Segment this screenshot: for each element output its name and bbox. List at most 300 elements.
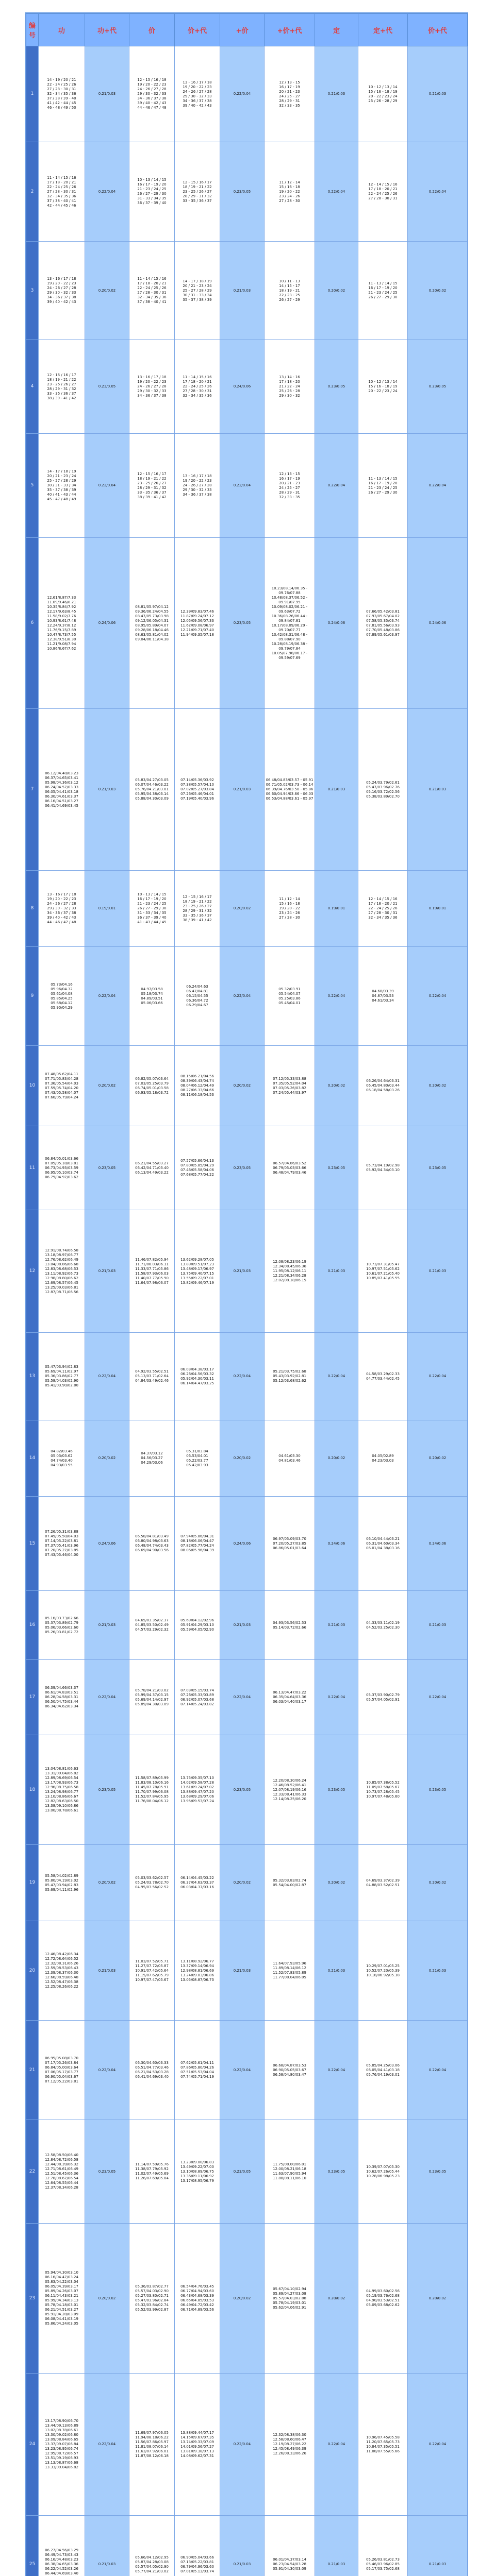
table-cell[interactable]	[358, 2021, 408, 2120]
table-cell[interactable]	[265, 242, 315, 340]
table-cell[interactable]	[39, 709, 85, 871]
cell-text: 0.21/0.03	[428, 787, 447, 791]
table-cell[interactable]	[408, 709, 468, 871]
table-cell[interactable]	[85, 2120, 129, 2224]
table-cell[interactable]	[265, 1333, 315, 1420]
table-cell[interactable]	[39, 538, 85, 709]
cell-text: 0.21/0.03	[327, 92, 345, 96]
table-cell[interactable]	[315, 1497, 358, 1591]
table-cell[interactable]	[315, 1921, 358, 2021]
table-cell[interactable]	[315, 142, 358, 242]
table-cell[interactable]	[265, 1126, 315, 1210]
table-cell[interactable]	[265, 1046, 315, 1126]
table-cell[interactable]	[358, 142, 408, 242]
table-cell[interactable]	[175, 1046, 220, 1126]
table-cell[interactable]	[358, 1660, 408, 1735]
table-cell[interactable]	[129, 46, 175, 142]
table-cell[interactable]	[408, 1497, 468, 1591]
table-cell[interactable]	[85, 2021, 129, 2120]
cell-text: 06.27/04.56/03.29 06.49/04.73/03.43 06.16/04.48/03.23 06.38/04.65/03.36 06.22/04.52/03.26 06.44/04.69/03.40	[45, 2548, 78, 2575]
table-cell[interactable]	[175, 2374, 220, 2516]
cell-text: 13 - 16 / 17 / 18 19 / 20 - 22 / 23 24 - 26 / 27 / 28 29 / 30 - 32 / 33 34 - 36 / 37 / 38	[137, 375, 167, 398]
table-cell[interactable]	[220, 1497, 265, 1591]
table-cell[interactable]	[220, 1420, 265, 1497]
table-cell[interactable]	[175, 242, 220, 340]
cell-text: 13.75/09.35/07.10 14.02/09.58/07.28 13.61/09.24/07.02 13.88/09.47/07.20 13.68/09.29/07.06 13.95/09.53/07.24	[180, 1776, 214, 1803]
table-cell[interactable]	[39, 46, 85, 142]
cell-text: 0.23/0.05	[98, 2169, 116, 2174]
cell-text: 06.84/05.01/03.66 07.05/05.18/03.81 06.73/04.93/03.59 06.95/05.10/03.74 06.79/04.97/03.62	[45, 1156, 78, 1179]
table-cell[interactable]	[220, 1046, 265, 1126]
table-cell[interactable]	[129, 1210, 175, 1333]
table-cell[interactable]	[85, 434, 129, 538]
row-number-cell[interactable]	[26, 2120, 39, 2224]
table-cell[interactable]	[220, 1210, 265, 1333]
column-header[interactable]: 功	[39, 14, 85, 46]
table-cell[interactable]	[315, 1735, 358, 1845]
cell-text: 05.24/03.79/02.61 05.47/03.96/02.76 05.16/03.72/02.56 05.38/03.89/02.70	[366, 780, 400, 799]
cell-text: 06.30/04.60/03.33 06.51/04.77/03.46 06.21/04.53/03.28 06.41/04.69/03.40	[135, 2061, 169, 2079]
table-cell[interactable]	[129, 1735, 175, 1845]
table-cell[interactable]	[129, 1333, 175, 1420]
column-header[interactable]: 定	[315, 14, 358, 46]
table-cell[interactable]	[358, 871, 408, 947]
table-cell[interactable]	[358, 1046, 408, 1126]
table-cell[interactable]	[85, 340, 129, 434]
table-cell[interactable]	[129, 1497, 175, 1591]
table-cell[interactable]	[408, 1210, 468, 1333]
table-cell[interactable]	[85, 1420, 129, 1497]
table-cell[interactable]	[315, 46, 358, 142]
table-cell[interactable]	[175, 1845, 220, 1921]
table-cell[interactable]	[408, 1126, 468, 1210]
cell-text: 3	[30, 287, 34, 293]
table-cell[interactable]	[408, 1845, 468, 1921]
table-cell[interactable]	[175, 538, 220, 709]
table-cell[interactable]	[358, 1921, 408, 2021]
row-number-cell[interactable]	[26, 1497, 39, 1591]
table-cell[interactable]	[265, 1210, 315, 1333]
table-cell[interactable]	[265, 1845, 315, 1921]
table-cell[interactable]	[129, 1046, 175, 1126]
cell-text: 0.22/0.04	[233, 2442, 251, 2446]
row-number-cell[interactable]	[26, 142, 39, 242]
table-cell[interactable]	[358, 1126, 408, 1210]
table-cell[interactable]	[175, 709, 220, 871]
table-cell[interactable]	[265, 1735, 315, 1845]
table-cell[interactable]	[175, 2224, 220, 2374]
row-number-cell[interactable]	[26, 1735, 39, 1845]
table-cell[interactable]	[129, 1845, 175, 1921]
table-cell[interactable]	[39, 2374, 85, 2516]
table-cell[interactable]	[315, 2374, 358, 2516]
table-cell[interactable]	[408, 340, 468, 434]
cell-text: 07.57/05.66/04.13 07.80/05.85/04.29 07.46/05.58/04.06 07.68/05.77/04.22	[180, 1159, 214, 1177]
table-cell[interactable]	[85, 1845, 129, 1921]
table-cell[interactable]	[85, 2516, 129, 2576]
column-header[interactable]: +价	[220, 14, 265, 46]
column-header[interactable]: 价+代	[408, 14, 468, 46]
table-cell[interactable]	[129, 2120, 175, 2224]
table-cell[interactable]	[85, 1497, 129, 1591]
column-header[interactable]: +价+代	[265, 14, 315, 46]
table-row	[26, 1126, 468, 1210]
cell-text: 0.22/0.04	[98, 483, 116, 487]
table-cell[interactable]	[175, 947, 220, 1046]
table-row	[26, 242, 468, 340]
table-cell[interactable]	[175, 340, 220, 434]
table-cell[interactable]	[408, 2120, 468, 2224]
table-cell[interactable]	[175, 2021, 220, 2120]
row-number-cell[interactable]	[26, 242, 39, 340]
table-cell[interactable]	[85, 1126, 129, 1210]
row-number-cell[interactable]	[26, 2516, 39, 2576]
row-number-cell[interactable]	[26, 709, 39, 871]
table-cell[interactable]	[358, 2374, 408, 2516]
table-cell[interactable]	[129, 2021, 175, 2120]
table-cell[interactable]	[315, 1660, 358, 1735]
table-cell[interactable]	[129, 340, 175, 434]
table-cell[interactable]	[129, 1660, 175, 1735]
table-cell[interactable]	[358, 242, 408, 340]
table-cell[interactable]	[129, 2374, 175, 2516]
table-cell[interactable]	[175, 1921, 220, 2021]
table-cell[interactable]	[265, 947, 315, 1046]
table-cell[interactable]	[39, 1921, 85, 2021]
row-number-cell[interactable]	[26, 2021, 39, 2120]
table-cell[interactable]	[85, 46, 129, 142]
table-cell[interactable]	[85, 1921, 129, 2021]
table-cell[interactable]	[129, 434, 175, 538]
cell-text: 0.20/0.02	[327, 2296, 345, 2300]
row-number-cell[interactable]	[26, 1210, 39, 1333]
table-cell[interactable]	[175, 1210, 220, 1333]
table-cell[interactable]	[220, 242, 265, 340]
table-cell[interactable]	[85, 1333, 129, 1420]
table-cell[interactable]	[220, 2374, 265, 2516]
table-cell[interactable]	[265, 538, 315, 709]
table-cell[interactable]	[408, 1660, 468, 1735]
row-number-cell[interactable]	[26, 1845, 39, 1921]
table-cell[interactable]	[358, 947, 408, 1046]
table-cell[interactable]	[175, 1660, 220, 1735]
table-cell[interactable]	[358, 2516, 408, 2576]
cell-text: 0.22/0.04	[327, 2067, 345, 2072]
table-cell[interactable]	[408, 538, 468, 709]
table-cell[interactable]	[358, 1210, 408, 1333]
cell-text: 0.20/0.02	[327, 1083, 345, 1088]
table-cell[interactable]	[220, 1845, 265, 1921]
cell-text: 12 - 14 / 15 / 16 17 / 18 - 20 / 21 22 - 24 / 25 / 26 27 / 28 - 30 / 31	[368, 182, 398, 200]
table-cell[interactable]	[315, 1845, 358, 1921]
table-cell[interactable]	[175, 1333, 220, 1420]
table-cell[interactable]	[265, 1497, 315, 1591]
column-header[interactable]: 编号	[26, 14, 39, 46]
table-cell[interactable]	[175, 1735, 220, 1845]
table-cell[interactable]	[175, 142, 220, 242]
cell-text: 04.58/03.29/02.33 04.77/03.44/02.45	[366, 1371, 400, 1381]
table-cell[interactable]	[39, 434, 85, 538]
table-cell[interactable]	[265, 2224, 315, 2374]
table-cell[interactable]	[315, 1420, 358, 1497]
table-cell[interactable]	[315, 947, 358, 1046]
table-cell[interactable]	[358, 434, 408, 538]
table-cell[interactable]	[408, 46, 468, 142]
table-cell[interactable]	[175, 46, 220, 142]
cell-text: 24	[29, 2442, 36, 2447]
table-cell[interactable]	[265, 142, 315, 242]
table-row	[26, 1210, 468, 1333]
row-number-cell[interactable]	[26, 1591, 39, 1660]
row-number-cell[interactable]	[26, 434, 39, 538]
table-cell[interactable]	[408, 2021, 468, 2120]
table-cell[interactable]	[175, 1591, 220, 1660]
table-cell[interactable]	[315, 340, 358, 434]
table-cell[interactable]	[39, 2516, 85, 2576]
table-cell[interactable]	[85, 1210, 129, 1333]
table-cell[interactable]	[408, 947, 468, 1046]
column-header[interactable]: 价+代	[175, 14, 220, 46]
row-number-cell[interactable]	[26, 340, 39, 434]
row-number-cell[interactable]	[26, 2374, 39, 2516]
table-cell[interactable]	[85, 947, 129, 1046]
table-cell[interactable]	[85, 1046, 129, 1126]
table-cell[interactable]	[408, 2224, 468, 2374]
table-cell[interactable]	[358, 1591, 408, 1660]
table-cell[interactable]	[39, 1420, 85, 1497]
column-header[interactable]: 功+代	[85, 14, 129, 46]
table-cell[interactable]	[220, 142, 265, 242]
table-cell[interactable]	[85, 2224, 129, 2374]
table-cell[interactable]	[265, 2120, 315, 2224]
table-cell[interactable]	[358, 1845, 408, 1921]
table-cell[interactable]	[265, 1660, 315, 1735]
table-cell[interactable]	[85, 1591, 129, 1660]
table-cell[interactable]	[265, 2021, 315, 2120]
table-cell[interactable]	[315, 2120, 358, 2224]
table-cell[interactable]	[408, 242, 468, 340]
cell-text: 12 - 15 / 16 / 18 19 / 20 - 22 / 23 24 - 26 / 27 / 28 29 / 30 - 32 / 33 34 - 36 / 37 / 38 39 / 40 - 42 / 43 44 - 46 / 47 / 48	[137, 78, 167, 110]
table-cell[interactable]	[408, 1420, 468, 1497]
table-cell[interactable]	[129, 1921, 175, 2021]
cell-text: 0.22/0.04	[428, 2067, 447, 2072]
table-cell[interactable]	[408, 1591, 468, 1660]
table-cell[interactable]	[220, 538, 265, 709]
table-cell[interactable]	[220, 2224, 265, 2374]
table-cell[interactable]	[39, 871, 85, 947]
cell-text: 10 - 13 / 14 / 15 16 / 17 - 19 / 20 21 - 23 / 24 / 25 26 / 27 - 29 / 30 31 - 33 / 34 / 35 36 / 37 - 39 / 40 41 - 43 / 44 / 45	[137, 892, 167, 924]
table-cell[interactable]	[358, 709, 408, 871]
table-cell[interactable]	[315, 538, 358, 709]
table-cell[interactable]	[315, 1046, 358, 1126]
row-number-cell[interactable]	[26, 1333, 39, 1420]
table-cell[interactable]	[220, 1333, 265, 1420]
row-number-cell[interactable]	[26, 947, 39, 1046]
table-cell[interactable]	[265, 1420, 315, 1497]
table-cell[interactable]	[265, 1591, 315, 1660]
table-cell[interactable]	[358, 1420, 408, 1497]
row-number-cell[interactable]	[26, 46, 39, 142]
table-cell[interactable]	[265, 2374, 315, 2516]
table-cell[interactable]	[315, 1333, 358, 1420]
table-cell[interactable]	[129, 2224, 175, 2374]
table-cell[interactable]	[220, 2516, 265, 2576]
table-cell[interactable]	[175, 2516, 220, 2576]
table-cell[interactable]	[85, 1660, 129, 1735]
table-cell[interactable]	[39, 1735, 85, 1845]
table-cell[interactable]	[408, 2516, 468, 2576]
table-cell[interactable]	[85, 142, 129, 242]
table-cell[interactable]	[315, 1210, 358, 1333]
table-cell[interactable]	[265, 2516, 315, 2576]
cell-text: 12.46/08.42/06.34 12.72/08.64/06.52 12.32/08.31/06.26 12.59/08.53/06.43 12.39/08.37/06.30 12.66/08.59/06.48 12.52/08.47/06.38 12.25/08.26/06.22	[45, 1952, 78, 1989]
table-cell[interactable]	[220, 947, 265, 1046]
table-cell[interactable]	[85, 709, 129, 871]
table-cell[interactable]	[129, 1591, 175, 1660]
table-cell[interactable]	[39, 142, 85, 242]
table-cell[interactable]	[39, 1333, 85, 1420]
table-cell[interactable]	[129, 1420, 175, 1497]
cell-text: 0.22/0.04	[428, 189, 447, 194]
table-cell[interactable]	[315, 1591, 358, 1660]
table-cell[interactable]	[358, 340, 408, 434]
table-cell[interactable]	[220, 709, 265, 871]
table-cell[interactable]	[408, 1046, 468, 1126]
cell-text: 06.13/04.47/03.22 06.35/04.64/03.36 06.03/04.40/03.17	[273, 1690, 306, 1704]
table-cell[interactable]	[129, 2516, 175, 2576]
table-cell[interactable]	[39, 340, 85, 434]
table-cell[interactable]	[358, 1735, 408, 1845]
table-cell[interactable]	[265, 1921, 315, 2021]
table-cell[interactable]	[358, 2224, 408, 2374]
table-cell[interactable]	[129, 947, 175, 1046]
table-cell[interactable]	[175, 1126, 220, 1210]
table-cell[interactable]	[220, 1591, 265, 1660]
table-cell[interactable]	[129, 871, 175, 947]
table-cell[interactable]	[129, 242, 175, 340]
table-cell[interactable]	[358, 538, 408, 709]
cell-text: 10.73/07.31/05.47 10.97/07.51/05.62 10.61/07.21/05.40 10.85/07.41/05.55	[366, 1262, 400, 1280]
table-cell[interactable]	[220, 434, 265, 538]
table-cell[interactable]	[315, 2516, 358, 2576]
cell-text: 0.21/0.03	[98, 92, 116, 96]
table-cell[interactable]	[85, 1735, 129, 1845]
table-cell[interactable]	[39, 2021, 85, 2120]
table-cell[interactable]	[408, 2374, 468, 2516]
table-cell[interactable]	[408, 434, 468, 538]
table-cell[interactable]	[265, 434, 315, 538]
table-cell[interactable]	[265, 871, 315, 947]
row-number-cell[interactable]	[26, 871, 39, 947]
table-row	[26, 1845, 468, 1921]
cell-text: 20	[29, 1968, 36, 1973]
table-cell[interactable]	[265, 709, 315, 871]
row-number-cell[interactable]	[26, 1921, 39, 2021]
table-cell[interactable]	[220, 340, 265, 434]
table-cell[interactable]	[358, 1333, 408, 1420]
table-cell[interactable]	[315, 871, 358, 947]
table-cell[interactable]	[175, 2120, 220, 2224]
table-cell[interactable]	[220, 1660, 265, 1735]
cell-text: 12.61/8.87/7.33 11.09/9.46/8.21 10.35/8.84/7.92 12.17/9.63/8.45 11.58/9.02/7.76 10.93/8.61/7.48 12.24/9.37/8.12 11.76/9.15/7.89 10.47/8.73/7.55 12.38/9.51/8.30 11.21/9.08/7.94 10.86/8.67/7.62	[47, 595, 76, 651]
row-number-cell[interactable]	[26, 2224, 39, 2374]
table-cell[interactable]	[39, 1210, 85, 1333]
table-cell[interactable]	[358, 2120, 408, 2224]
cell-text: 04.69/03.37/02.39 04.88/03.52/02.51	[366, 1878, 400, 1887]
column-header[interactable]: 定+代	[358, 14, 408, 46]
table-cell[interactable]	[39, 1497, 85, 1591]
table-cell[interactable]	[315, 2021, 358, 2120]
table-cell[interactable]	[39, 1046, 85, 1126]
cell-text: 12 / 13 - 15 16 / 17 - 19 20 / 21 - 23 24 / 25 - 27 28 / 29 - 31 32 / 33 - 35	[279, 471, 300, 499]
table-cell[interactable]	[39, 1845, 85, 1921]
table-cell[interactable]	[408, 871, 468, 947]
table-cell[interactable]	[39, 1591, 85, 1660]
table-cell[interactable]	[220, 1735, 265, 1845]
table-cell[interactable]	[408, 1921, 468, 2021]
table-cell[interactable]	[39, 947, 85, 1046]
row-number-cell[interactable]	[26, 1660, 39, 1735]
table-cell[interactable]	[129, 709, 175, 871]
table-cell[interactable]	[39, 1126, 85, 1210]
table-cell[interactable]	[85, 2374, 129, 2516]
table-cell[interactable]	[175, 1420, 220, 1497]
table-cell[interactable]	[220, 2021, 265, 2120]
table-cell[interactable]	[175, 1497, 220, 1591]
table-cell[interactable]	[315, 1126, 358, 1210]
table-cell[interactable]	[85, 538, 129, 709]
cell-text: 0.23/0.05	[233, 621, 251, 625]
table-cell[interactable]	[408, 1735, 468, 1845]
row-number-cell[interactable]	[26, 538, 39, 709]
table-cell[interactable]	[85, 871, 129, 947]
table-cell[interactable]	[408, 1333, 468, 1420]
cell-text: 13.62/09.28/07.05 13.89/09.51/07.23 13.48/09.17/06.97 13.75/09.40/07.15 13.55/09.22/07.01 13.82/09.46/07.19	[180, 1257, 214, 1285]
table-cell[interactable]	[315, 242, 358, 340]
column-header[interactable]: 价	[129, 14, 175, 46]
table-cell[interactable]	[265, 340, 315, 434]
table-cell[interactable]	[220, 1126, 265, 1210]
row-number-cell[interactable]	[26, 1420, 39, 1497]
table-cell[interactable]	[315, 709, 358, 871]
cell-text: 08.15/06.21/04.56 08.39/06.43/04.74 08.04/06.12/04.49 08.27/06.33/04.66 08.11/06.18/04.53	[180, 1074, 214, 1097]
table-cell[interactable]	[220, 871, 265, 947]
table-cell[interactable]	[315, 434, 358, 538]
table-cell[interactable]	[85, 242, 129, 340]
row-number-cell[interactable]	[26, 1126, 39, 1210]
table-cell[interactable]	[39, 1660, 85, 1735]
table-cell[interactable]	[408, 142, 468, 242]
table-cell[interactable]	[39, 242, 85, 340]
cell-text: 13.23/09.00/06.83 13.49/09.22/07.00 13.10/08.89/06.75 13.36/09.11/06.92 13.17/08.95/06.79	[180, 2160, 214, 2183]
table-cell[interactable]	[129, 538, 175, 709]
table-cell[interactable]	[175, 434, 220, 538]
table-cell[interactable]	[220, 1921, 265, 2021]
table-cell[interactable]	[129, 142, 175, 242]
table-cell[interactable]	[39, 2120, 85, 2224]
table-cell[interactable]	[358, 46, 408, 142]
table-cell[interactable]	[265, 46, 315, 142]
table-cell[interactable]	[315, 2224, 358, 2374]
table-cell[interactable]	[220, 46, 265, 142]
table-cell[interactable]	[129, 1126, 175, 1210]
table-cell[interactable]	[175, 871, 220, 947]
row-number-cell[interactable]	[26, 1046, 39, 1126]
table-cell[interactable]	[39, 2224, 85, 2374]
cell-text: 0.19/0.01	[98, 906, 116, 910]
table-cell[interactable]	[220, 2120, 265, 2224]
table-cell[interactable]	[358, 1497, 408, 1591]
